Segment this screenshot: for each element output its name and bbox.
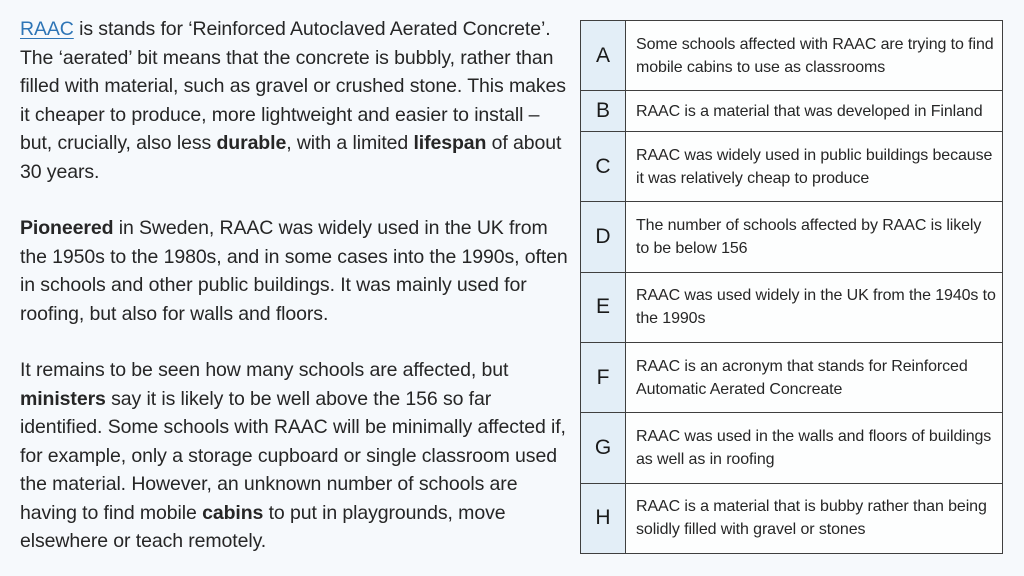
table-row (581, 132, 1003, 202)
option-letter: H (581, 483, 626, 553)
paragraph (20, 356, 568, 556)
option-letter: B (581, 91, 626, 132)
text-segment: , with a limited (286, 132, 414, 154)
option-text: RAAC is a material that was developed in Finland (626, 91, 1003, 132)
text-segment: Pioneered (20, 217, 114, 239)
text-segment: to put in playgrounds, move elsewhere or teach remotely. (20, 501, 506, 552)
table-row (581, 272, 1003, 342)
option-text: RAAC was used in the walls and floors of buildings as well as in roofing (626, 413, 1003, 483)
option-text: Some schools affected with RAAC are trying to find mobile cabins to use as classrooms (626, 21, 1003, 91)
table-row (581, 413, 1003, 483)
option-letter: C (581, 132, 626, 202)
raac-link[interactable]: RAAC (20, 18, 74, 40)
article-text (20, 15, 568, 556)
option-letter: D (581, 202, 626, 272)
option-text: RAAC was widely used in public buildings because it was relatively cheap to produce (626, 132, 1003, 202)
text-segment: in Sweden, RAAC was widely used in the UK from the 1950s to the 1980s, and in some cases into the 1990s, often in schools and other public buildings. It was mainly used for roofing, but also for walls and floors. (20, 217, 568, 325)
option-letter: E (581, 272, 626, 342)
table-row (581, 483, 1003, 553)
table-row (581, 202, 1003, 272)
option-letter: A (581, 21, 626, 91)
text-segment: say it is likely to be well above the 156 so far identified. Some schools with RAAC will be minimally affected if, for example, only a storage cupboard or single classroom used the material. However, an unknown number of schools are having to find mobile (20, 387, 566, 524)
text-segment: It remains to be seen how many schools are affected, but (20, 359, 509, 381)
paragraph (20, 15, 568, 186)
option-text: RAAC is an acronym that stands for Reinforced Automatic Aerated Concreate (626, 343, 1003, 413)
paragraph (20, 214, 568, 328)
table-row (581, 91, 1003, 132)
text-segment: is stands for ‘Reinforced Autoclaved Aerated Concrete’. The ‘aerated’ bit means that the concrete is bubbly, rather than filled with material, such as gravel or crushed stone. This makes it cheaper to produce, more lightweight and easier to install – but, crucially, also less (20, 18, 566, 154)
option-text: RAAC is a material that is bubby rather than being solidly filled with gravel or stones (626, 483, 1003, 553)
option-letter: F (581, 343, 626, 413)
option-text: RAAC was used widely in the UK from the 1940s to the 1990s (626, 272, 1003, 342)
option-letter: G (581, 413, 626, 483)
option-text: The number of schools affected by RAAC is likely to be below 156 (626, 202, 1003, 272)
text-segment: cabins (202, 501, 264, 524)
text-segment: lifespan (413, 132, 487, 154)
text-segment: of about 30 years. (20, 132, 562, 183)
options-table (580, 20, 1003, 554)
table-row (581, 21, 1003, 91)
table-row (581, 343, 1003, 413)
text-segment: durable (216, 132, 287, 154)
text-segment: ministers (20, 387, 106, 410)
